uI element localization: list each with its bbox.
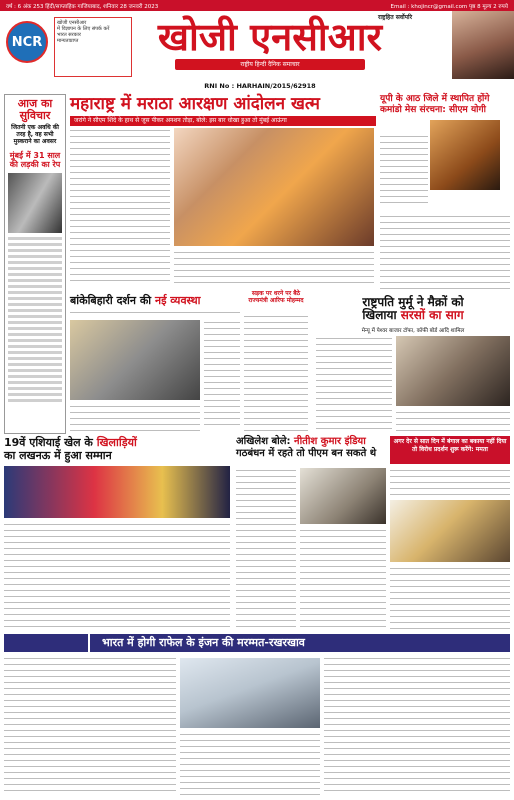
- right-photo: [430, 120, 500, 190]
- lead-body-text-2: [174, 250, 374, 286]
- akhilesh-body-text: [236, 468, 296, 630]
- rafale-body-text-3: [324, 656, 510, 796]
- right-body-text-2: [380, 214, 510, 290]
- mamata-body-text-2: [390, 566, 510, 630]
- thought-text: जितनी एक अवधि की तरह है, वह सभी मुस्कराने का अवसर: [11, 124, 59, 145]
- sports-text-b: खिलाड़ियों: [96, 436, 137, 449]
- mamata-photo: [390, 500, 510, 562]
- ad-line: में विज्ञापन के लिए संपर्क करें: [57, 26, 110, 32]
- sadak-body-text: [244, 314, 308, 432]
- sidebar-body-text: [8, 237, 62, 402]
- rastrapati-line2b: सरसों का साग: [400, 308, 464, 322]
- rafale-jet-photo: [180, 658, 320, 728]
- left-sidebar: [4, 94, 66, 434]
- banke-text-b: नई व्यवस्था: [154, 294, 201, 307]
- sports-text-a: 19वें एशियाई खेल के: [4, 436, 97, 449]
- banke-body-text-3: [70, 404, 200, 432]
- thought-heading: आज का सुविचार: [17, 97, 53, 122]
- rastrapati-headline: [316, 296, 510, 322]
- lead-subheadline: जरांगे ने सीएम शिंदे के हाथ से जूस पीकर अनशन तोड़ा, बोले: इस बार धोखा हुआ तो मुंबई आऊंगा: [70, 116, 376, 126]
- rastrapati-subheadline: मेन्यू में पेश्वर बाजार टॉफा, कॉफी बोर्ड आदि शामिल: [361, 328, 465, 334]
- rni-number: RNI No : HARHAIN/2015/62918: [204, 82, 316, 90]
- newspaper-title: खोजी एनसीआर: [157, 14, 383, 59]
- right-body-text: [380, 134, 428, 208]
- rastrapati-line2a: खिलाया: [362, 308, 401, 322]
- newspaper-subtitle: राष्ट्रीय हिन्दी दैनिक समाचार: [175, 59, 365, 70]
- akhilesh-text-c: गठबंधन में रहते तो पीएम बन सकते थे: [236, 448, 377, 459]
- banke-photo: [70, 320, 200, 400]
- right-story: [380, 94, 510, 294]
- rastrapati-line1: राष्ट्रपति मुर्मू ने मैक्रों को: [362, 295, 464, 309]
- sports-text-c: का लखनऊ में हुआ सम्मान: [4, 449, 112, 462]
- edition-info: वर्ष : 6 अंक 253 हिंदी/साप्ताहिक गाजियाबाद, शनिवार 28 जनवरी 2023: [6, 3, 159, 10]
- tagline: राष्ट्रहित सर्वोपरि: [377, 14, 413, 21]
- email-price-info: Email : khojincr@gmail.com पृष्ठ 8 मूल्य 2 रुपये: [390, 3, 508, 10]
- ncr-logo: NCR: [6, 21, 48, 63]
- lead-body-text: [70, 128, 170, 286]
- rafale-headline: भारत में होगी राफेल के इंजन की मरम्मत-रखरखाव: [90, 634, 510, 652]
- lead-headline: महाराष्ट्र में मराठा आरक्षण आंदोलन खत्म: [70, 94, 320, 114]
- portrait-image: [452, 11, 514, 79]
- banke-headline: [70, 294, 240, 308]
- sidebar-headline: मुंबई में 31 साल की लड़की का रेप: [9, 151, 61, 169]
- lead-photo: [174, 128, 374, 246]
- right-headline: यूपी के आठ जिले में स्थापित होंगे कमांडो मेस संरचना: सीएम योगी: [380, 94, 490, 115]
- masthead: [0, 11, 514, 79]
- sidebar-photo: [8, 173, 62, 233]
- sports-body-text: [4, 522, 230, 630]
- sports-photo: [4, 466, 230, 518]
- ad-line: भारत सरकार: [57, 32, 81, 38]
- rastrapati-photo: [396, 336, 510, 406]
- ad-line: मान्यताप्राप्त: [57, 38, 79, 44]
- mamata-body-text: [390, 468, 510, 498]
- banke-text-a: बांकेबिहारी दर्शन की: [70, 294, 155, 307]
- akhilesh-headline: [236, 436, 386, 464]
- akhilesh-text-b: नीतीश कुमार इंडिया: [294, 436, 366, 447]
- banke-body-text: [70, 310, 240, 318]
- rafale-body-text: [4, 656, 176, 796]
- rastrapati-body-text: [316, 336, 392, 432]
- advertisement-box: [54, 17, 132, 77]
- banke-body-text-2: [204, 320, 240, 430]
- rastrapati-body-text-2: [396, 410, 510, 432]
- akhilesh-text-a: अखिलेश बोले:: [236, 436, 295, 447]
- sadak-headline: सड़क पर धरने पर बैठे राज्यमंत्री आरिफ मोहम्मद: [248, 290, 304, 304]
- top-info-bar: [0, 0, 514, 11]
- lead-story: [70, 94, 376, 288]
- ad-line: खोजी एनसीआर: [57, 20, 87, 26]
- rafale-banner-left: [4, 634, 88, 652]
- mamata-headline: अगर देर से सात दिन में बंगाल का बकाया नहीं दिया तो विरोध प्रदर्शन शुरू करेंगे: ममता: [390, 436, 510, 464]
- rafale-body-text-2: [180, 732, 320, 796]
- akhilesh-photo: [300, 468, 386, 524]
- akhilesh-body-text-2: [300, 528, 386, 630]
- sports-headline: [4, 436, 230, 464]
